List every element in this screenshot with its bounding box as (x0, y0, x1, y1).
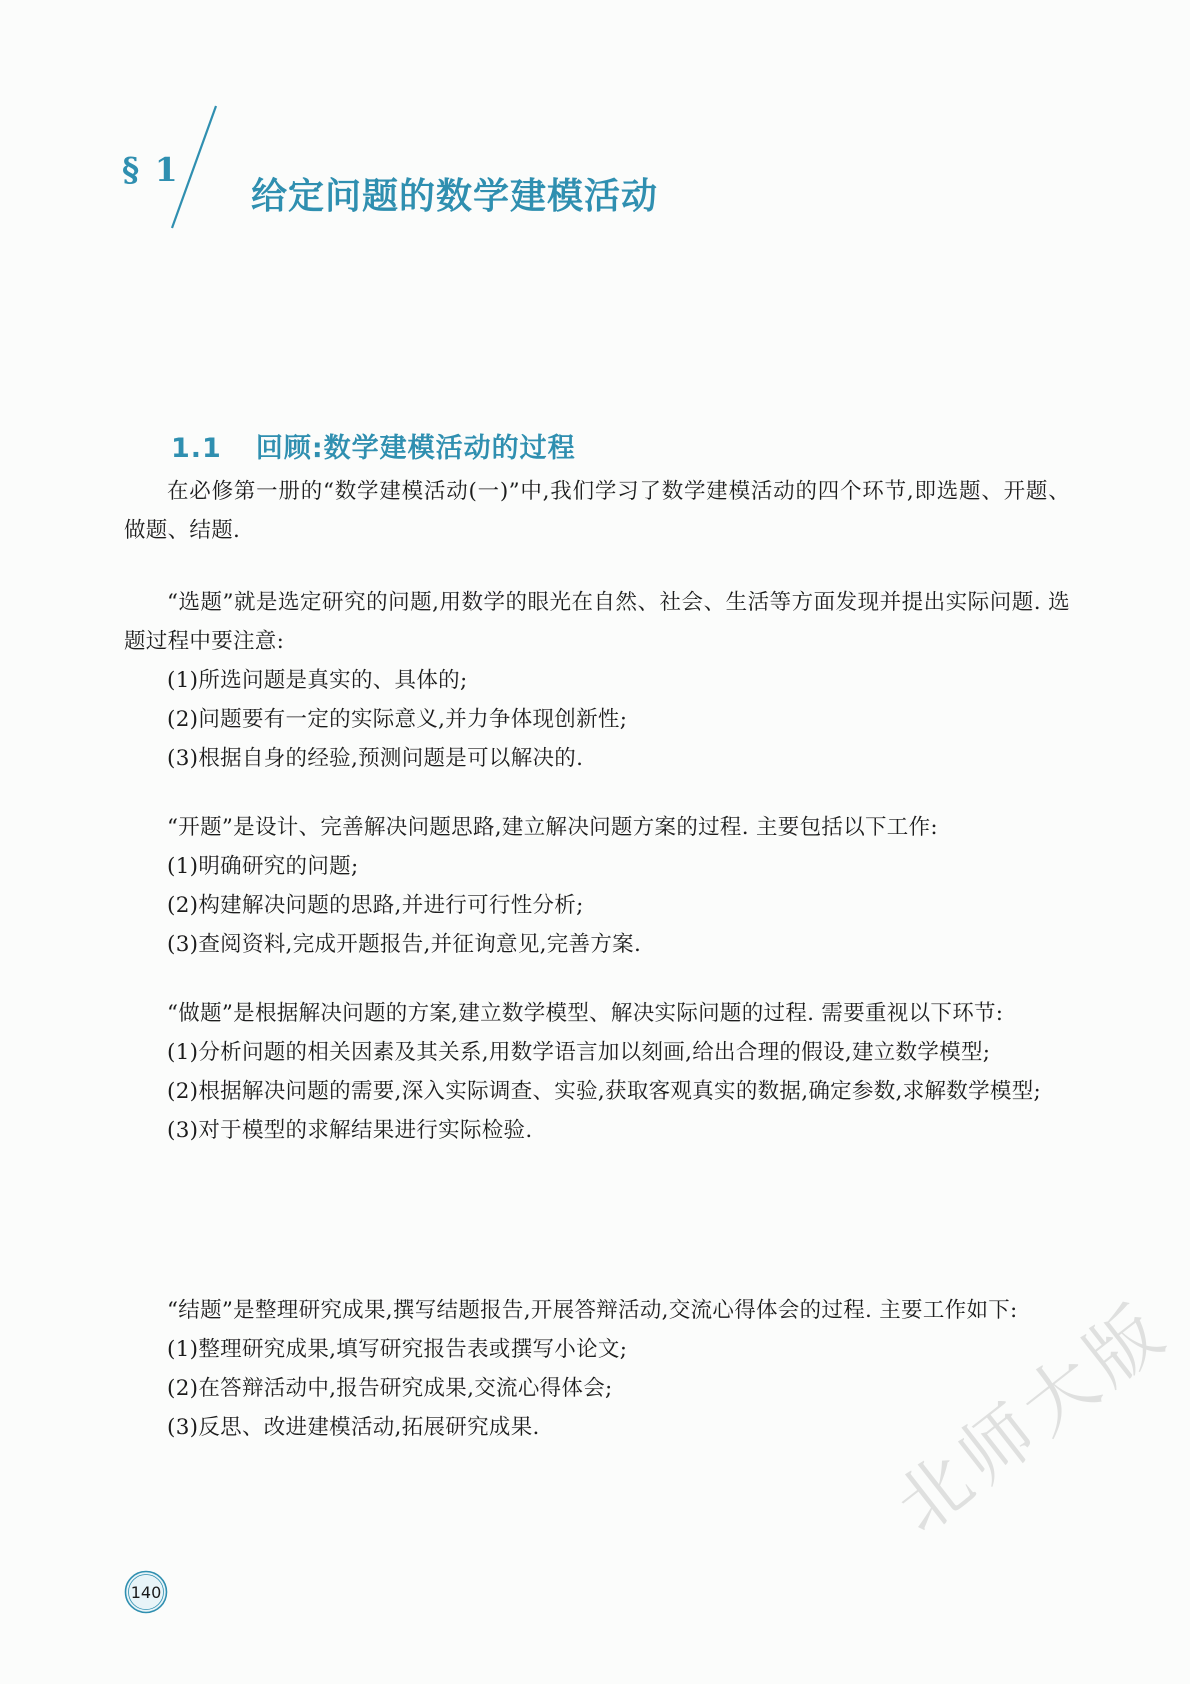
list-item: (3)对于模型的求解结果进行实际检验. (167, 1118, 533, 1143)
chapter-title: 给定问题的数学建模活动 (251, 176, 659, 217)
list-item: (2)问题要有一定的实际意义,并力争体现创新性; (167, 707, 628, 732)
page-number: 140 (130, 1582, 162, 1602)
section-heading-title: 回顾:数学建模活动的过程 (255, 433, 576, 464)
section-heading (171, 426, 576, 465)
divider-slash-icon (168, 104, 220, 230)
list-item: (1)明确研究的问题; (167, 854, 359, 879)
list-item: (2)构建解决问题的思路,并进行可行性分析; (167, 893, 584, 918)
list-item: (1)分析问题的相关因素及其关系,用数学语言加以刻画,给出合理的假设,建立数学模型; (167, 1040, 991, 1065)
body-text (124, 472, 1070, 550)
block-lead: “开题”是设计、完善解决问题思路,建立解决问题方案的过程. 主要包括以下工作: (167, 815, 938, 840)
intro-paragraph: 在必修第一册的“数学建模活动(一)”中,我们学习了数学建模活动的四个环节,即选题、开题、做题、结题. (124, 479, 1070, 543)
list-item: (1)所选问题是真实的、具体的; (167, 668, 468, 693)
block-lead: “做题”是根据解决问题的方案,建立数学模型、解决实际问题的过程. 需要重视以下环节: (167, 1001, 1004, 1026)
list-item: (1)整理研究成果,填写研究报告表或撰写小论文; (167, 1337, 628, 1362)
block-xuanti (124, 583, 1070, 778)
list-item: (2)根据解决问题的需要,深入实际调查、实验,获取客观真实的数据,确定参数,求解数学模型; (167, 1079, 1042, 1104)
list-item: (3)查阅资料,完成开题报告,并征询意见,完善方案. (167, 932, 642, 957)
block-kaiti (124, 808, 1070, 964)
watermark: 北师大版 (879, 1285, 1184, 1549)
block-zuoti (124, 994, 1070, 1150)
section-number: § 1 (122, 150, 180, 189)
block-lead: “选题”就是选定研究的问题,用数学的眼光在自然、社会、生活等方面发现并提出实际问题. 选题过程中要注意: (124, 590, 1070, 654)
page-number-badge (124, 1570, 168, 1614)
list-item: (2)在答辩活动中,报告研究成果,交流心得体会; (167, 1376, 613, 1401)
section-heading-number: 1.1 (171, 433, 222, 464)
list-item: (3)反思、改进建模活动,拓展研究成果. (167, 1415, 540, 1440)
block-lead: “结题”是整理研究成果,撰写结题报告,开展答辩活动,交流心得体会的过程. 主要工作如下: (167, 1298, 1018, 1323)
list-item: (3)根据自身的经验,预测问题是可以解决的. (167, 746, 584, 771)
